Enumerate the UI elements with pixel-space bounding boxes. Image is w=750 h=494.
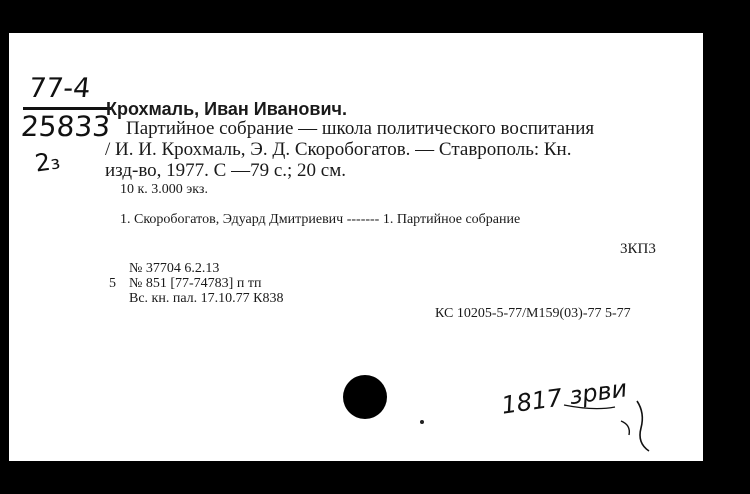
title-line-1: Партийное собрание — школа политического воспитания (126, 118, 595, 139)
call-number-line1: 77-4 (27, 73, 92, 104)
ks-line: КС 10205-5-77/М159(03)-77 5-77 (435, 306, 631, 321)
handwritten-note-bottom: 1817 зрви (499, 374, 629, 420)
price-line: 10 к. 3.000 экз. (120, 182, 208, 197)
record-number: № 37704 6.2.13 (129, 261, 220, 276)
tracing-line: 1. Скоробогатов, Эдуард Дмитриевич ------- 1. Партийное собрание (120, 212, 521, 227)
class-code: 3КП3 (620, 241, 656, 257)
handwritten-note-left: 2₃ (33, 146, 62, 178)
title-line-3: изд-во, 1977. С —79 с.; 20 см. (105, 160, 347, 181)
call-number-line2: 25833 (19, 110, 112, 143)
record-prefix: 5 (109, 276, 116, 291)
handwritten-scribbles (9, 33, 703, 461)
title-line-2: / И. И. Крохмаль, Э. Д. Скоробогатов. — Ставрополь: Кн. (105, 139, 572, 160)
catalog-card (9, 33, 703, 461)
author-heading: Крохмаль, Иван Иванович. (106, 99, 348, 119)
record-line-2: № 851 [77-74783] п тп (129, 276, 262, 291)
record-line-3: Вс. кн. пал. 17.10.77 К838 (129, 291, 284, 306)
